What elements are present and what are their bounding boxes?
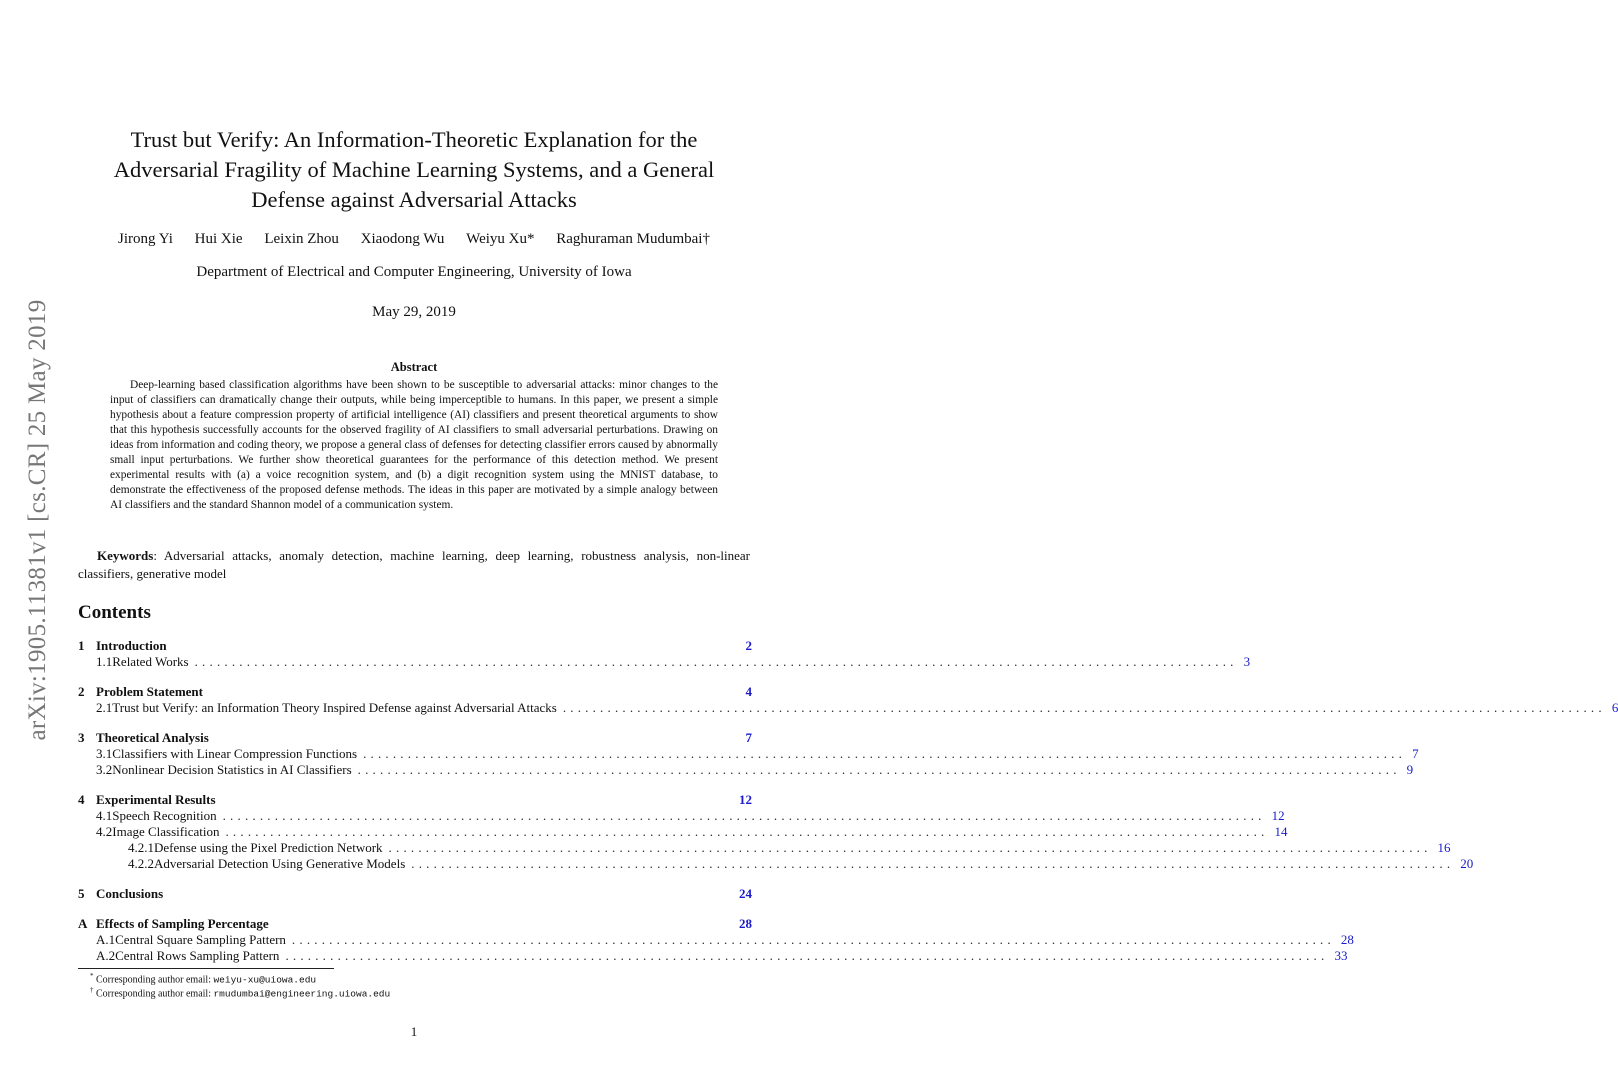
author: Jirong Yi bbox=[118, 231, 173, 247]
toc-title[interactable]: Theoretical Analysis bbox=[96, 730, 209, 745]
author: Xiaodong Wu bbox=[360, 231, 445, 247]
toc-section[interactable] bbox=[78, 792, 752, 808]
footnote bbox=[90, 986, 390, 999]
toc-section[interactable] bbox=[78, 886, 752, 902]
toc-subsection[interactable] bbox=[78, 654, 1251, 670]
toc-leader-dots: ............................................................................................................................................ bbox=[363, 746, 1407, 761]
toc-leader-dots: ............................................................................................................................................ bbox=[357, 762, 1401, 777]
toc-leader-dots: ............................................................................................................................................ bbox=[562, 700, 1606, 715]
toc-number: 1.1 bbox=[96, 654, 113, 669]
toc-title[interactable]: Image Classification bbox=[112, 824, 220, 839]
toc-title[interactable]: Central Rows Sampling Pattern bbox=[115, 948, 280, 963]
toc-title[interactable]: Adversarial Detection Using Generative Models bbox=[154, 856, 406, 871]
footnote-email[interactable]: rmudumbai@engineering.uiowa.edu bbox=[213, 988, 391, 1000]
abstract-heading: Abstract bbox=[390, 360, 438, 374]
toc-page-link[interactable]: 12 bbox=[739, 792, 752, 807]
toc-leader-dots: ............................................................................................................................................ bbox=[388, 840, 1432, 855]
footnote-rule bbox=[78, 968, 334, 969]
author: Raghuraman Mudumbai† bbox=[556, 231, 710, 247]
footnote-text: Corresponding author email: bbox=[96, 974, 214, 986]
toc-page-link[interactable]: 7 bbox=[745, 730, 752, 745]
page-number: 1 bbox=[410, 1024, 418, 1039]
toc-title[interactable]: Defense using the Pixel Prediction Network bbox=[154, 840, 383, 855]
toc-title[interactable]: Problem Statement bbox=[96, 684, 203, 699]
toc-section[interactable] bbox=[78, 638, 752, 654]
toc-leader-dots: ............................................................................................................................................ bbox=[222, 808, 1266, 823]
toc-page-link[interactable]: 28 bbox=[739, 916, 752, 931]
toc-page-link[interactable]: 33 bbox=[1334, 948, 1348, 963]
toc-title[interactable]: Central Square Sampling Pattern bbox=[115, 932, 286, 947]
toc-page-link[interactable]: 12 bbox=[1271, 808, 1285, 823]
footnote-mark: * bbox=[90, 972, 94, 980]
toc-number: 3.1 bbox=[96, 746, 113, 761]
toc-subsection[interactable] bbox=[78, 948, 1348, 964]
toc-number: 4.2 bbox=[96, 824, 113, 839]
toc-page-link[interactable]: 14 bbox=[1274, 824, 1288, 839]
author: Leixin Zhou bbox=[264, 231, 339, 247]
keywords bbox=[78, 547, 750, 582]
toc-page-link[interactable]: 6 bbox=[1611, 700, 1618, 715]
toc-title[interactable]: Conclusions bbox=[96, 886, 164, 901]
toc-section[interactable] bbox=[78, 730, 752, 746]
toc-leader-dots: ............................................................................................................................................ bbox=[285, 948, 1329, 963]
title-line: Defense against Adversarial Attacks bbox=[251, 187, 577, 212]
toc-title[interactable]: Nonlinear Decision Statistics in AI Classifiers bbox=[112, 762, 352, 777]
toc-number: 3 bbox=[78, 730, 85, 745]
toc-number: 4 bbox=[78, 792, 85, 807]
toc-page-link[interactable]: 16 bbox=[1437, 840, 1451, 855]
title-line: Trust but Verify: An Information-Theoretic Explanation for the bbox=[130, 127, 698, 152]
toc-title[interactable]: Experimental Results bbox=[96, 792, 216, 807]
toc-title[interactable]: Speech Recognition bbox=[112, 808, 217, 823]
toc-page-link[interactable]: 4 bbox=[745, 684, 752, 699]
toc-page-link[interactable]: 9 bbox=[1406, 762, 1414, 777]
toc-number: 2 bbox=[78, 684, 85, 699]
toc-title[interactable]: Effects of Sampling Percentage bbox=[96, 916, 269, 931]
author-list bbox=[80, 231, 748, 248]
toc-number: 4.2.1 bbox=[128, 840, 154, 855]
toc-number: A bbox=[78, 916, 88, 931]
toc-number: A.2 bbox=[96, 948, 116, 963]
toc-leader-dots: ............................................................................................................................................ bbox=[194, 654, 1238, 669]
toc-page-link[interactable]: 20 bbox=[1460, 856, 1474, 871]
toc-number: 1 bbox=[78, 638, 85, 653]
toc-title[interactable]: Introduction bbox=[96, 638, 167, 653]
toc-page-link[interactable]: 2 bbox=[745, 638, 752, 653]
toc-title[interactable]: Related Works bbox=[112, 654, 189, 669]
toc-page-link[interactable]: 28 bbox=[1340, 932, 1354, 947]
toc-number: 5 bbox=[78, 886, 85, 901]
toc-subsection[interactable] bbox=[78, 824, 1288, 840]
toc-leader-dots: ............................................................................................................................................ bbox=[225, 824, 1269, 839]
toc-number: 2.1 bbox=[96, 700, 113, 715]
author: Weiyu Xu* bbox=[466, 231, 535, 247]
toc-page-link[interactable]: 3 bbox=[1243, 654, 1251, 669]
affiliation: Department of Electrical and Computer Engineering, University of Iowa bbox=[196, 264, 632, 280]
toc-subsection[interactable] bbox=[78, 762, 1414, 778]
footnote-email[interactable]: weiyu-xu@uiowa.edu bbox=[213, 974, 317, 986]
toc-number: 4.2.2 bbox=[128, 856, 154, 871]
arxiv-stamp bbox=[0, 0, 70, 1072]
date: May 29, 2019 bbox=[372, 304, 456, 320]
footnote-mark: † bbox=[90, 986, 94, 994]
toc-section[interactable] bbox=[78, 916, 752, 932]
toc-section[interactable] bbox=[78, 684, 752, 700]
paper-title bbox=[80, 125, 748, 215]
keywords-text: : Adversarial attacks, anomaly detection, machine learning, deep learning, robustness analysis, non-linear classifiers, generative model bbox=[78, 548, 750, 581]
toc-page-link[interactable]: 7 bbox=[1412, 746, 1419, 761]
toc-subsection[interactable] bbox=[78, 856, 1474, 872]
toc-number: 4.1 bbox=[96, 808, 113, 823]
footnote-text: Corresponding author email: bbox=[96, 988, 214, 1000]
toc-number: A.1 bbox=[96, 932, 116, 947]
toc-title[interactable]: Classifiers with Linear Compression Functions bbox=[112, 746, 358, 761]
toc-leader-dots: ............................................................................................................................................ bbox=[291, 932, 1335, 947]
toc-subsection[interactable] bbox=[78, 840, 1451, 856]
toc-page-link[interactable]: 24 bbox=[739, 886, 752, 901]
arxiv-id: arXiv:1905.11381v1 [cs.CR] 25 May 2019 bbox=[24, 299, 51, 741]
footnote bbox=[90, 972, 316, 985]
author: Hui Xie bbox=[194, 231, 243, 247]
keywords-label: Keywords bbox=[97, 548, 154, 563]
toc-leader-dots: ............................................................................................................................................ bbox=[411, 856, 1455, 871]
toc-subsection[interactable] bbox=[78, 808, 1285, 824]
toc-number: 3.2 bbox=[96, 762, 113, 777]
toc-subsection[interactable] bbox=[78, 932, 1354, 948]
toc-subsection[interactable] bbox=[78, 746, 1419, 762]
contents-heading: Contents bbox=[78, 602, 151, 623]
title-line: Adversarial Fragility of Machine Learning Systems, and a General bbox=[113, 157, 715, 182]
toc-title[interactable]: Trust but Verify: an Information Theory Inspired Defense against Adversarial Attacks bbox=[112, 700, 557, 715]
toc-subsection[interactable] bbox=[78, 700, 1618, 716]
abstract-text: Deep-learning based classification algorithms have been shown to be susceptible to adversarial attacks: minor changes to the input of classifiers can dramatically change their outputs, while being imperceptible to humans. In this paper, we present a simple hypothesis about a feature compression property of artificial intelligence (AI) classifiers and present theoretical arguments to show that this hypothesis successfully accounts for the observed fragility of AI classifiers to small adversarial perturbations. Drawing on ideas from information and coding theory, we propose a general class of defenses for detecting classifier errors caused by abnormally small input perturbations. We further show theoretical guarantees for the performance of this detection method. We present experimental results with (a) a voice recognition system, and (b) a digit recognition system using the MNIST database, to demonstrate the effectiveness of the proposed defense methods. The ideas in this paper are motivated by a simple analogy between AI classifiers and the standard Shannon model of a communication system. bbox=[110, 379, 718, 511]
